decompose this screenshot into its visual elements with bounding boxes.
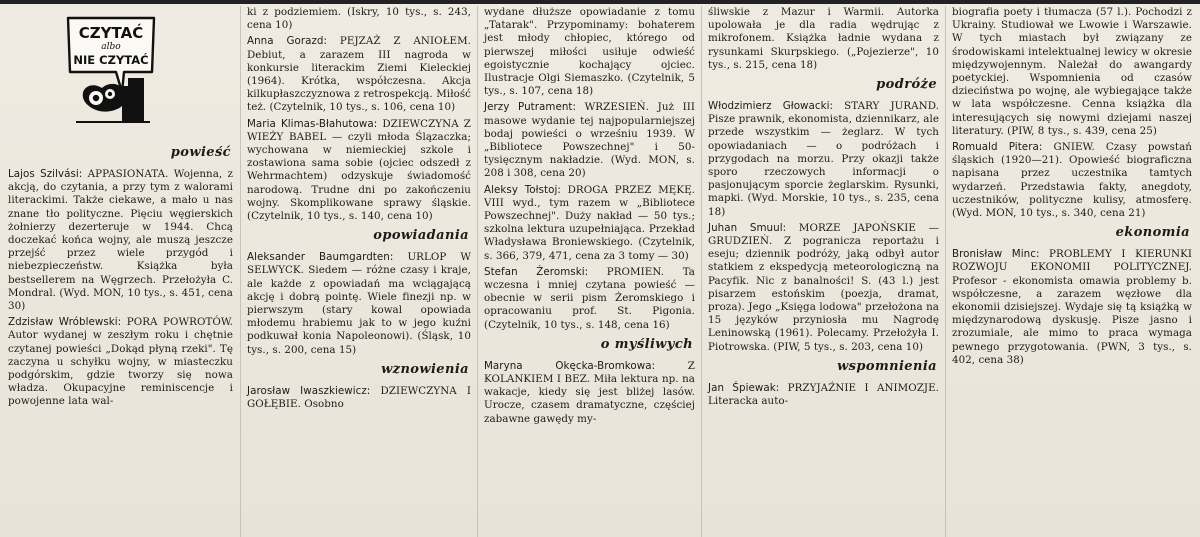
review-text: śliwskie z Mazur i Warmii. Autorka upolowała je dla radia wędrując z mikrofonem. Książka ładnie wydana z rysunkami Skurpskiego. („Pojezierze", 10 tys., s. 215, cena 18) [708, 6, 939, 71]
review-entry [247, 6, 471, 32]
review-entry [952, 6, 1192, 138]
review-text: DZIEWCZYNA I GOŁĘBIE. Osobno [247, 384, 471, 411]
column-4 [708, 6, 939, 537]
column-3 [484, 6, 695, 537]
review-text: URLOP W SELWYCK. Siedem — różne czasy i kraje, ale każde z opowiadań ma wciągającą akcję i dobrą pointę. Wiele finezji np. w pierwszym (stary kowal opowiada młodemu hrabiemu jak to w jego kuźni podkuwał konia Napoleonowi). (Śląsk, 10 tys., s. 200, cena 15) [247, 251, 471, 356]
review-text: WRZESIEŃ. Już III masowe wydanie tej najpopularniejszej bodaj powieści o wrześniu 1939. W „Bibliotece Powszechnej" i 50-tysięcznym nakładzie. (Wyd. MON, s. 208 i 308, cena 20) [484, 101, 696, 180]
review-text: ki z podziemiem. (Iskry, 10 tys., s. 243, cena 10) [247, 6, 471, 32]
logo-line1: CZYTAĆ [78, 24, 144, 42]
review-entry [708, 382, 939, 408]
review-entry [484, 6, 695, 98]
review-author: Jarosław Iwaszkiewicz: [247, 384, 371, 397]
review-text: PROBLEMY I KIERUNKI ROZWOJU EKONOMII POLITYCZNEJ. Profesor - ekonomista omawia problemy b. współczesne, a zarazem węzłowe dla ekonomii dzisiejszej. Wydaje się tą książką w międzynarodową dyskusję. Pisze jasno i zrozumiale, ale mimo to praca wymaga pewnego przygotowania. (PWN, 3 tys., s. 402, cena 38) [952, 248, 1192, 366]
section-heading-podroze: podróże [876, 77, 937, 93]
review-entry [484, 101, 695, 180]
review-entry [247, 118, 471, 224]
review-text: GNIEW. Czasy powstań śląskich (1920—21). Opowieść biograficzna napisana przez uczestnika tamtych wydarzeń. Przedstawia fakty, anegdoty, uczestników, polityczne kulisy, atmosferę. (Wyd. MON, 10 tys., s. 340, cena 21) [952, 141, 1192, 220]
review-author: Jan Śpiewak: [708, 381, 780, 394]
logo-line2: albo [101, 42, 121, 52]
section-heading-powiesc: powieść [170, 145, 231, 160]
review-author: Romuald Pitera: [952, 141, 1043, 154]
review-entry [952, 248, 1192, 367]
review-author: Aleksander Baumgardten: [247, 251, 394, 264]
review-entry [8, 316, 233, 408]
review-text: APPASIONATA. Wojenna, z akcją, do czytania, a przy tym z walorami literackimi. Także ciekawe, a mało u nas znane tło polityczne. Pięciu węgierskich żołnierzy dezerteruje w 1944. Chcą doczekać końca wojny, ale muszą jeszcze przejść przez wiele przygód i niebezpieczeństw. Książka była bestsellerem na Węgrzech. Przełożyła C. Mondral. (Wyd. MON, 10 tys., s. 451, cena 30) [8, 168, 233, 313]
section-heading-o-mysliwych: o myśliwych [600, 336, 693, 352]
review-entry [484, 184, 695, 263]
section-heading-ekonomia: ekonomia [1115, 225, 1190, 241]
czytac-logo [62, 14, 160, 126]
column-2 [247, 6, 471, 537]
review-entry [247, 251, 471, 357]
column-rule [240, 6, 241, 537]
column-rule [701, 6, 702, 537]
logo-line3: NIE CZYTAĆ [73, 53, 149, 67]
review-text: DROGA PRZEZ MĘKĘ. VIII wyd., tym razem w „Bibliotece Powszechnej". Duży nakład — 50 tys.; szkolna lektura uzupełniająca. Przekład Władysława Broniewskiego. (Czytelnik, s. 366, 379, 471, cena za 3 tomy — 30) [484, 183, 695, 262]
review-author: Aleksy Tołstoj: [484, 183, 561, 196]
review-entry [708, 100, 939, 219]
review-author: Lajos Szilvási: [8, 168, 83, 180]
top-rule [0, 0, 1200, 4]
review-text: DZIEWCZYNA Z WIEŻY BABEL — czyli młoda Ślązaczka; wychowana w niemieckiej szkole i zostawiona sama sobie (ojciec odszedł z Wehrmachtem) odzyskuje świadomość narodową. Trudne dni po zakończeniu wojny. Skomplikowane sprawy śląskie. (Czytelnik, 10 tys., s. 140, cena 10) [247, 117, 471, 223]
review-author: Anna Gorazd: [247, 35, 328, 48]
review-entry [484, 360, 695, 426]
review-author: Jerzy Putrament: [484, 101, 577, 114]
review-author: Maria Klimas-Błahutowa: [247, 117, 378, 130]
section-heading-wspomnienia: wspomnienia [837, 358, 937, 374]
review-text: STARY JURAND. Pisze prawnik, ekonomista, dziennikarz, ale przede wszystkim — żeglarz. W tych opowiadaniach — o podróżach i przygodach na morzu. Przy okazji także sporo rzeczowych informacji o pasjonującym sporcie żeglarskim. Rysunki, mapki. (Wyd. Morskie, 10 tys., s. 235, cena 18) [708, 100, 939, 218]
review-text: wydane dłuższe opowiadanie z tomu „Tatarak". Przypominamy: bohaterem jest młody chłopiec, którego od pierwszej miłości usiłuje odwieść egoistycznie kochający ojciec. Ilustracje Olgi Siemaszko. (Czytelnik, 5 tys., s. 107, cena 18) [484, 6, 695, 98]
review-text: PORA POWROTÓW. Autor wydanej w zeszłym roku i chętnie czytanej powieści „Dokąd płyną rzeki". Tę zaczyna u schyłku wojny, w miasteczku podgórskim, gdzie tworzy się nowa władza. Okupacyjne reminiscencje i powojenne lata wal- [8, 316, 234, 408]
review-author: Juhan Smuul: [708, 221, 787, 234]
review-entry [247, 35, 471, 114]
review-entry [708, 222, 939, 354]
section-heading-wznowienia: wznowienia [381, 361, 469, 377]
review-author: Bronisław Minc: [952, 248, 1040, 261]
column-5 [952, 6, 1192, 537]
review-text: PROMIEN. Ta wczesna i mniej czytana powieść — obecnie w serii pism Żeromskiego i opracowaniu prof. St. Pigonia. (Czytelnik, 10 tys., s. 148, cena 16) [484, 265, 695, 331]
review-author: Włodzimierz Głowacki: [708, 100, 834, 113]
review-text: Z KOLANKIEM I BEZ. Miła lektura np. na wakacje, kiedy się jest bliżej lasów. Urocze, czasem dramatyczne, częściej zabawne gawędy my- [484, 359, 696, 425]
review-text: PEJZAŻ Z ANIOŁEM. Debiut, a zarazem III nagroda w konkursie literackim Ziemi Kieleckiej (1964). Krótka, współczesna. Akcja kilkupłaszczyznowa z retrospekcją. Miłość też. (Czytelnik, 10 tys., s. 106, cena 10) [247, 35, 472, 114]
section-heading-opowiadania: opowiadania [373, 228, 469, 244]
column-rule [945, 6, 946, 537]
review-entry [247, 385, 471, 411]
review-entry [484, 266, 695, 332]
review-author: Zdzisław Wróblewski: [8, 316, 122, 329]
review-text: biografia poety i tłumacza (57 l.). Pochodzi z Ukrainy. Studiował we Lwowie i Warszawie. W tych miastach był związany ze środowiskami intelektualnej lewicy w okresie międzywojennym. Należał do awangardy poetyckiej. Wspomnienia od czasów dzieciństwa po wojnę, ale wybiegające także w lata współczesne. Cenna książka dla interesujących się nowymi dziejami naszej literatury. (PIW, 8 tys., s. 439, cena 25) [952, 6, 1192, 137]
review-text: PRZYJAŹNIE I ANIMOZJE. Literacka auto- [708, 381, 939, 408]
review-entry [952, 141, 1192, 220]
column-1 [8, 140, 233, 537]
review-author: Maryna Okęcka-Bromkowa: [484, 359, 656, 372]
review-entry [708, 6, 939, 72]
review-text: MORZE JAPOŃSKIE — GRUDZIEŃ. Z pogranicza reportażu i eseju; dziennik podróży, jaką odbył autor statkiem z ekspedycją meteorologiczną na Pacyfik. Nic z banalności! S. (43 l.) jest pisarzem estońskim (poezja, dramat, proza). Jego „Księga lodowa" przełożona na 15 języków przyniosła mu Nagrodę Leninowską (1961). Polecamy. Przełożyła I. Piotrowska. (PIW, 5 tys., s. 203, cena 10) [708, 221, 940, 353]
review-author: Stefan Żeromski: [484, 265, 589, 278]
review-entry [8, 168, 233, 313]
column-rule [477, 6, 478, 537]
